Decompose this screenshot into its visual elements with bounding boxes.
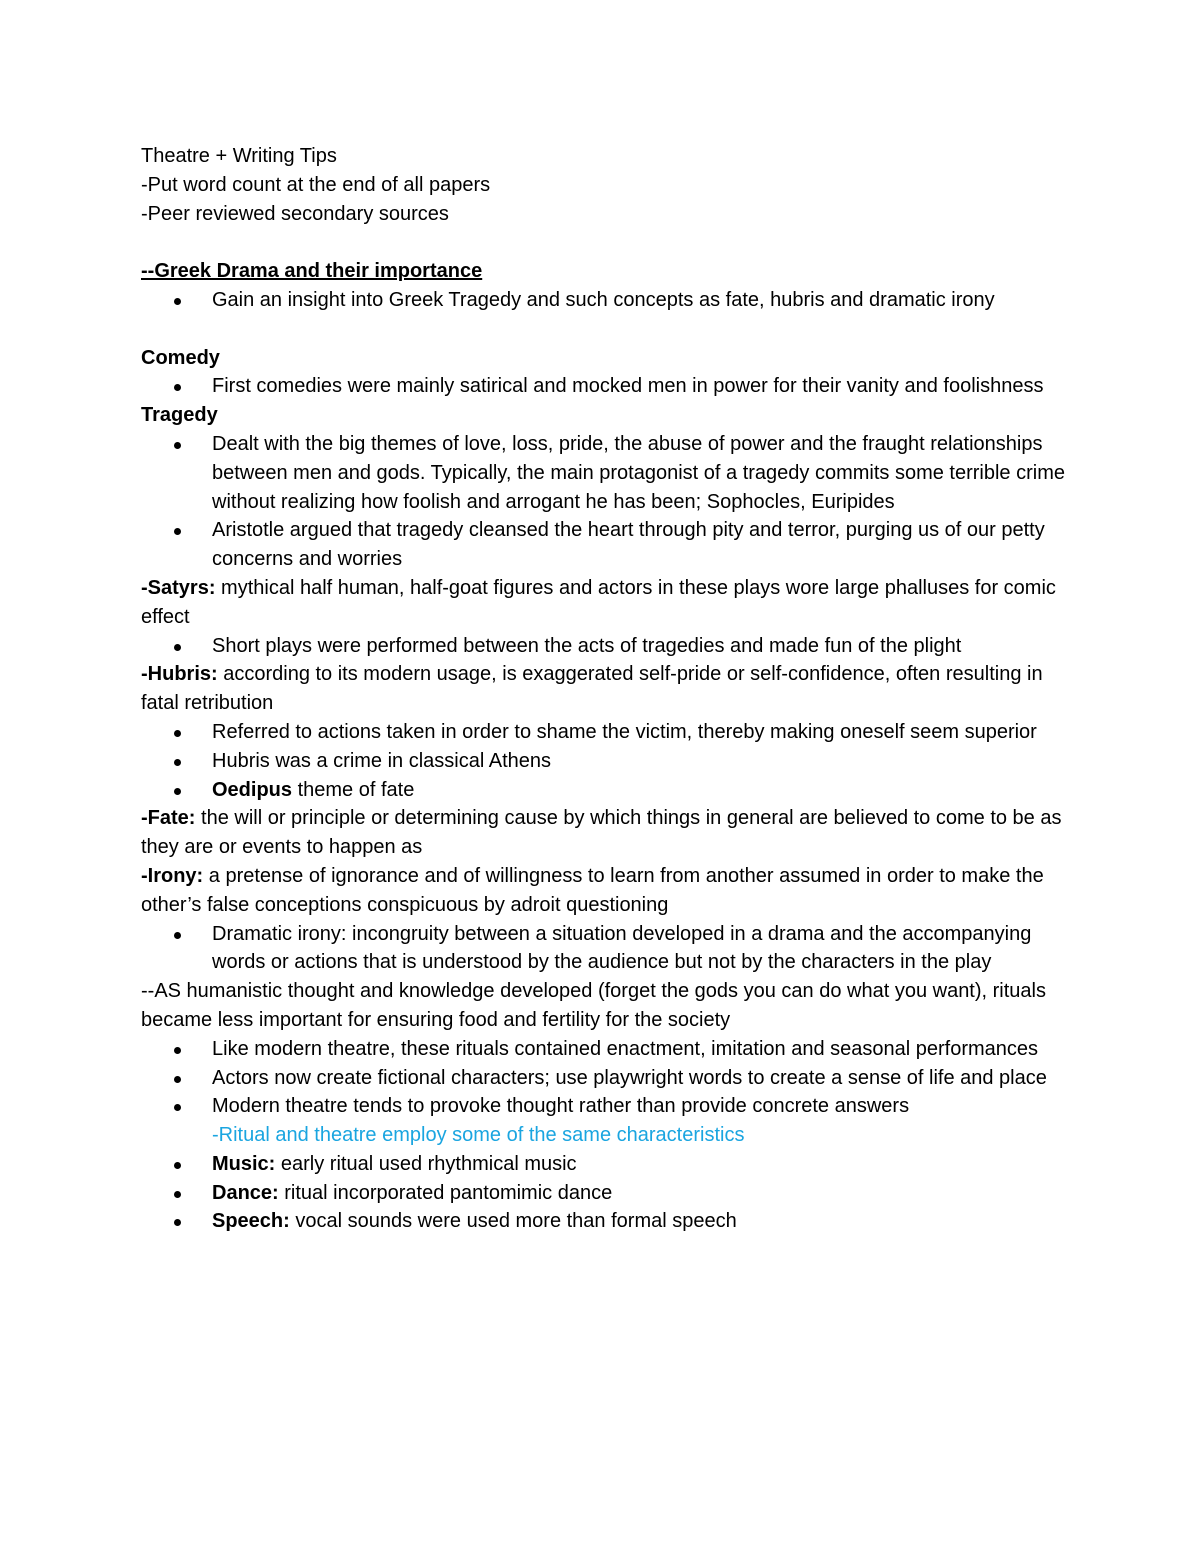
humanistic-paragraph: --AS humanistic thought and knowledge developed (forget the gods you can do what you want), rituals became less important for ensuring food and fertility for the society [141, 980, 1046, 1031]
term-text: the will or principle or determining cause by which things in general are believed to come to be as they are or events to happen as [141, 807, 1062, 859]
term-label: Speech: [212, 1210, 290, 1233]
ritual-note: -Ritual and theatre employ some of the same characteristics [212, 1124, 745, 1147]
term-label: Music: [212, 1152, 276, 1175]
list-item: Referred to actions taken in order to shame the victim, thereby making oneself seem superior [212, 718, 1071, 747]
satyrs-list [141, 632, 1071, 661]
tragedy-heading: Tragedy [141, 404, 218, 427]
list-item [212, 1207, 1071, 1236]
term-label: -Hubris: [141, 663, 218, 686]
irony-definition [141, 862, 1071, 920]
greek-list [141, 286, 1071, 315]
term-text: vocal sounds were used more than formal speech [289, 1210, 737, 1233]
list-item: Short plays were performed between the acts of tragedies and made fun of the plight [212, 632, 1071, 661]
satyrs-definition [141, 574, 1071, 632]
list-item: Gain an insight into Greek Tragedy and such concepts as fate, hubris and dramatic irony [212, 286, 1071, 315]
list-item: Like modern theatre, these rituals contained enactment, imitation and seasonal performances [212, 1035, 1071, 1064]
irony-list [141, 920, 1071, 978]
ritual-list [141, 1035, 1071, 1121]
tip-line: -Put word count at the end of all papers [141, 173, 491, 196]
list-item [212, 1179, 1071, 1208]
fate-definition [141, 804, 1071, 862]
list-item: Actors now create fictional characters; use playwright words to create a sense of life and place [212, 1064, 1071, 1093]
list-item: First comedies were mainly satirical and mocked men in power for their vanity and foolishness [212, 372, 1071, 401]
term-label: -Satyrs: [141, 576, 216, 599]
blank-line [141, 228, 1071, 257]
tragedy-list [141, 430, 1071, 574]
oedipus-text: theme of fate [292, 778, 415, 801]
term-text: mythical half human, half-goat figures and actors in these plays wore large phalluses for comic effect [141, 576, 1056, 628]
list-item [212, 1150, 1071, 1179]
list-item: Modern theatre tends to provoke thought rather than provide concrete answers [212, 1092, 1071, 1121]
list-item: Hubris was a crime in classical Athens [212, 747, 1071, 776]
term-text: ritual incorporated pantomimic dance [278, 1181, 613, 1204]
list-item [212, 776, 1071, 805]
term-label: Dance: [212, 1181, 279, 1204]
term-text: according to its modern usage, is exaggerated self-pride or self-confidence, often resulting in fatal retribution [141, 663, 1043, 715]
document-body [141, 142, 1071, 1236]
hubris-definition [141, 660, 1071, 718]
term-text: early ritual used rhythmical music [275, 1152, 577, 1175]
greek-heading: --Greek Drama and their importance [141, 260, 483, 283]
doc-title: Theatre + Writing Tips [141, 145, 337, 167]
comedy-list [141, 372, 1071, 401]
oedipus-label: Oedipus [212, 778, 293, 801]
comedy-heading: Comedy [141, 346, 220, 369]
tip-line: -Peer reviewed secondary sources [141, 202, 449, 225]
list-item: Aristotle argued that tragedy cleansed the heart through pity and terror, purging us of our petty concerns and worries [212, 516, 1071, 574]
term-label: -Irony: [141, 864, 204, 887]
blank-line [141, 315, 1071, 344]
term-label: -Fate: [141, 807, 196, 830]
characteristics-list [141, 1150, 1071, 1236]
list-item: Dealt with the big themes of love, loss, pride, the abuse of power and the fraught relationships between men and gods. Typically, the main protagonist of a tragedy commits some terrible crime without realizing how foolish and arrogant he has been; Sophocles, Euripides [212, 430, 1071, 516]
list-item: Dramatic irony: incongruity between a situation developed in a drama and the accompanying words or actions that is understood by the audience but not by the characters in the play [212, 920, 1071, 978]
term-text: a pretense of ignorance and of willingness to learn from another assumed in order to make the other’s false conceptions conspicuous by adroit questioning [141, 864, 1044, 916]
hubris-list [141, 718, 1071, 804]
